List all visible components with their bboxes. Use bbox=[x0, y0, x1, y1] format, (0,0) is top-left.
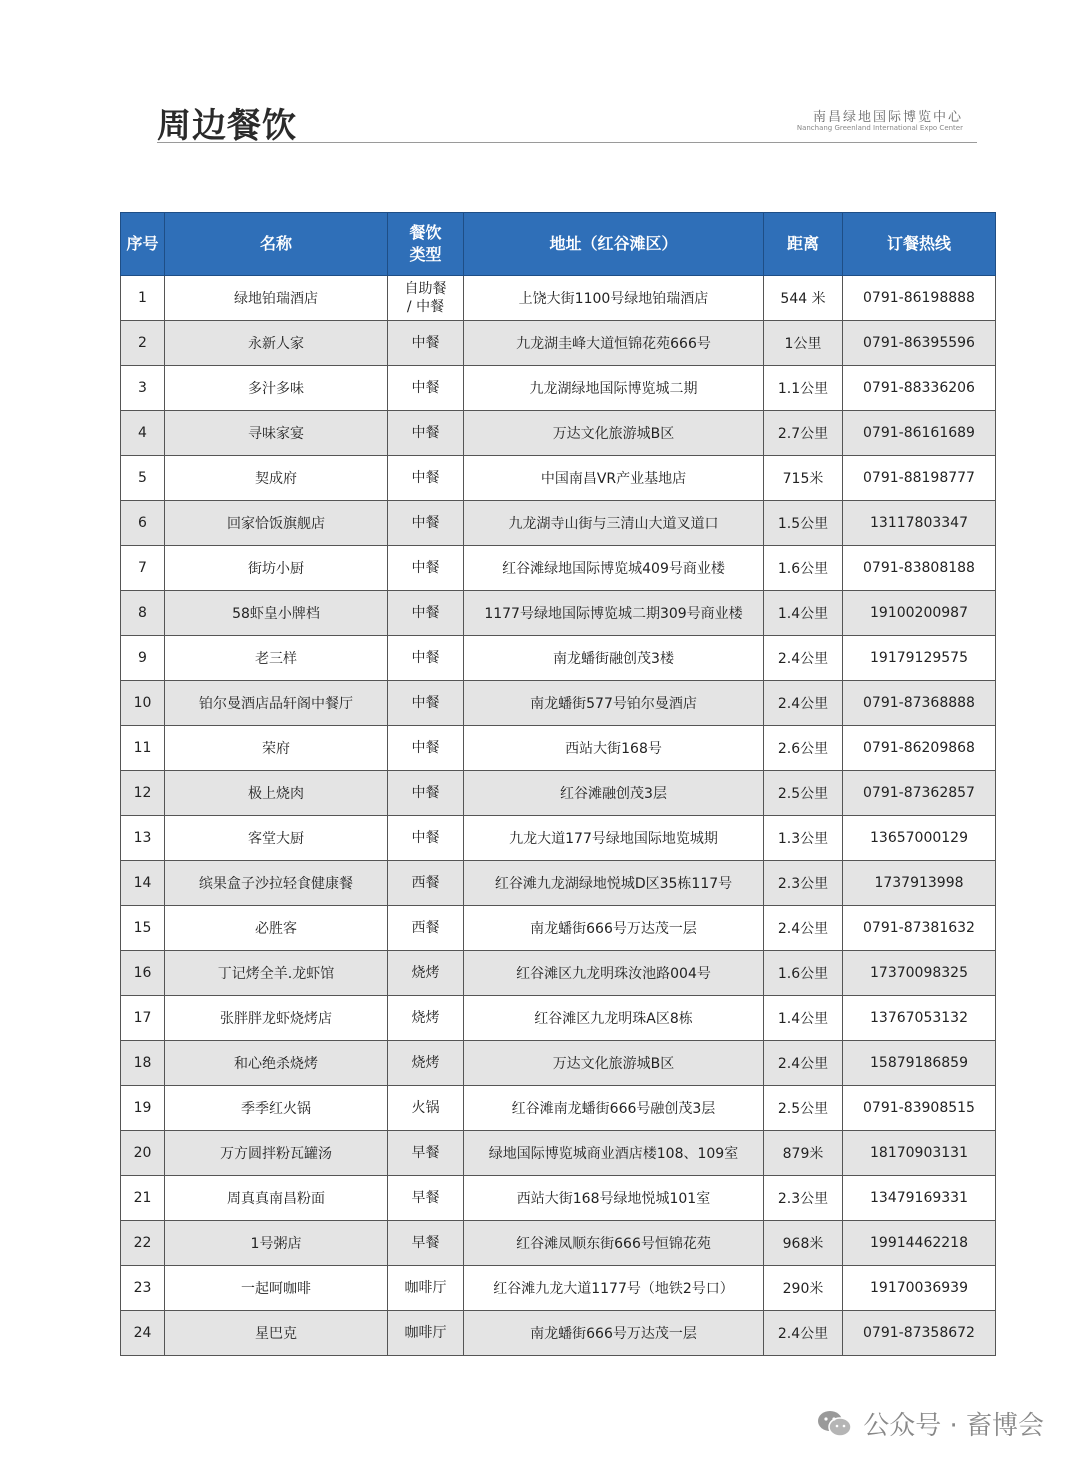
cell-index: 2 bbox=[121, 321, 165, 366]
cell-index: 23 bbox=[121, 1266, 165, 1311]
cell-index: 16 bbox=[121, 951, 165, 996]
page-header bbox=[157, 96, 977, 146]
cell-type: 咖啡厅 bbox=[388, 1311, 464, 1356]
cell-address: 西站大街168号 bbox=[464, 726, 764, 771]
cell-address: 红谷滩九龙湖绿地悦城D区35栋117号 bbox=[464, 861, 764, 906]
table-row bbox=[121, 1221, 996, 1266]
cell-index: 24 bbox=[121, 1311, 165, 1356]
cell-type: 中餐 bbox=[388, 771, 464, 816]
cell-type: 早餐 bbox=[388, 1176, 464, 1221]
cell-type: 中餐 bbox=[388, 501, 464, 546]
cell-distance: 2.3公里 bbox=[764, 1176, 843, 1221]
cell-type: 火锅 bbox=[388, 1086, 464, 1131]
cell-phone: 0791-86198888 bbox=[843, 276, 996, 321]
table-row bbox=[121, 996, 996, 1041]
cell-address: 九龙湖寺山街与三清山大道叉道口 bbox=[464, 501, 764, 546]
cell-type: 中餐 bbox=[388, 366, 464, 411]
watermark bbox=[817, 1405, 1044, 1442]
cell-address: 上饶大街1100号绿地铂瑞酒店 bbox=[464, 276, 764, 321]
cell-address: 红谷滩区九龙明珠汝池路004号 bbox=[464, 951, 764, 996]
cell-address: 南龙蟠街577号铂尔曼酒店 bbox=[464, 681, 764, 726]
col-header-type: 餐饮 类型 bbox=[388, 213, 464, 276]
wechat-icon bbox=[817, 1409, 853, 1439]
table-row bbox=[121, 1266, 996, 1311]
cell-distance: 2.7公里 bbox=[764, 411, 843, 456]
table-row bbox=[121, 1311, 996, 1356]
cell-type: 中餐 bbox=[388, 546, 464, 591]
table-row bbox=[121, 276, 996, 321]
cell-distance: 2.3公里 bbox=[764, 861, 843, 906]
cell-distance: 2.6公里 bbox=[764, 726, 843, 771]
table-row bbox=[121, 1041, 996, 1086]
cell-distance: 1.5公里 bbox=[764, 501, 843, 546]
cell-name: 极上烧肉 bbox=[165, 771, 388, 816]
cell-type: 烧烤 bbox=[388, 951, 464, 996]
table-row bbox=[121, 816, 996, 861]
cell-type: 自助餐 / 中餐 bbox=[388, 276, 464, 321]
cell-address: 红谷滩九龙大道1177号（地铁2号口） bbox=[464, 1266, 764, 1311]
cell-type: 中餐 bbox=[388, 456, 464, 501]
cell-address: 红谷滩南龙蟠街666号融创茂3层 bbox=[464, 1086, 764, 1131]
table-row bbox=[121, 546, 996, 591]
cell-phone: 1737913998 bbox=[843, 861, 996, 906]
cell-phone: 0791-83908515 bbox=[843, 1086, 996, 1131]
cell-name: 街坊小厨 bbox=[165, 546, 388, 591]
cell-phone: 13767053132 bbox=[843, 996, 996, 1041]
col-header-distance: 距离 bbox=[764, 213, 843, 276]
cell-type: 早餐 bbox=[388, 1221, 464, 1266]
table-row bbox=[121, 411, 996, 456]
table-row bbox=[121, 726, 996, 771]
cell-distance: 1.3公里 bbox=[764, 816, 843, 861]
page-title: 周边餐饮 bbox=[157, 106, 297, 146]
col-header-index: 序号 bbox=[121, 213, 165, 276]
cell-address: 中国南昌VR产业基地店 bbox=[464, 456, 764, 501]
cell-phone: 0791-86161689 bbox=[843, 411, 996, 456]
table-row bbox=[121, 456, 996, 501]
table-row bbox=[121, 366, 996, 411]
cell-index: 12 bbox=[121, 771, 165, 816]
cell-phone: 0791-87381632 bbox=[843, 906, 996, 951]
table-row bbox=[121, 636, 996, 681]
cell-address: 万达文化旅游城B区 bbox=[464, 411, 764, 456]
cell-name: 星巴克 bbox=[165, 1311, 388, 1356]
table-row bbox=[121, 1176, 996, 1221]
cell-name: 1号粥店 bbox=[165, 1221, 388, 1266]
cell-distance: 290米 bbox=[764, 1266, 843, 1311]
cell-phone: 0791-88198777 bbox=[843, 456, 996, 501]
cell-index: 4 bbox=[121, 411, 165, 456]
cell-index: 10 bbox=[121, 681, 165, 726]
cell-distance: 2.4公里 bbox=[764, 906, 843, 951]
cell-phone: 0791-86209868 bbox=[843, 726, 996, 771]
cell-name: 寻味家宴 bbox=[165, 411, 388, 456]
cell-address: 红谷滩凤顺东街666号恒锦花苑 bbox=[464, 1221, 764, 1266]
cell-type: 中餐 bbox=[388, 411, 464, 456]
table-header-row bbox=[121, 213, 996, 276]
cell-name: 丁记烤全羊.龙虾馆 bbox=[165, 951, 388, 996]
cell-distance: 715米 bbox=[764, 456, 843, 501]
table-row bbox=[121, 861, 996, 906]
table-row bbox=[121, 681, 996, 726]
cell-name: 永新人家 bbox=[165, 321, 388, 366]
cell-distance: 2.4公里 bbox=[764, 636, 843, 681]
cell-distance: 2.4公里 bbox=[764, 681, 843, 726]
cell-phone: 15879186859 bbox=[843, 1041, 996, 1086]
cell-address: 1177号绿地国际博览城二期309号商业楼 bbox=[464, 591, 764, 636]
cell-distance: 2.5公里 bbox=[764, 771, 843, 816]
cell-index: 5 bbox=[121, 456, 165, 501]
cell-name: 回家恰饭旗舰店 bbox=[165, 501, 388, 546]
table-row bbox=[121, 321, 996, 366]
table-row bbox=[121, 1086, 996, 1131]
cell-distance: 2.4公里 bbox=[764, 1311, 843, 1356]
cell-type: 西餐 bbox=[388, 906, 464, 951]
cell-type: 西餐 bbox=[388, 861, 464, 906]
cell-type: 中餐 bbox=[388, 591, 464, 636]
cell-name: 老三样 bbox=[165, 636, 388, 681]
cell-distance: 879米 bbox=[764, 1131, 843, 1176]
cell-type: 中餐 bbox=[388, 321, 464, 366]
cell-index: 11 bbox=[121, 726, 165, 771]
cell-name: 一起呵咖啡 bbox=[165, 1266, 388, 1311]
table-row bbox=[121, 951, 996, 996]
cell-name: 铂尔曼酒店品轩阁中餐厅 bbox=[165, 681, 388, 726]
cell-address: 红谷滩区九龙明珠A区8栋 bbox=[464, 996, 764, 1041]
cell-name: 58虾皇小牌档 bbox=[165, 591, 388, 636]
cell-phone: 0791-87358672 bbox=[843, 1311, 996, 1356]
cell-distance: 2.4公里 bbox=[764, 1041, 843, 1086]
cell-distance: 1.6公里 bbox=[764, 546, 843, 591]
cell-index: 15 bbox=[121, 906, 165, 951]
cell-index: 1 bbox=[121, 276, 165, 321]
cell-distance: 1.1公里 bbox=[764, 366, 843, 411]
cell-index: 7 bbox=[121, 546, 165, 591]
cell-index: 17 bbox=[121, 996, 165, 1041]
cell-name: 客堂大厨 bbox=[165, 816, 388, 861]
cell-type: 早餐 bbox=[388, 1131, 464, 1176]
cell-name: 多汁多味 bbox=[165, 366, 388, 411]
cell-name: 必胜客 bbox=[165, 906, 388, 951]
cell-type: 中餐 bbox=[388, 726, 464, 771]
cell-name: 缤果盒子沙拉轻食健康餐 bbox=[165, 861, 388, 906]
cell-address: 九龙大道177号绿地国际地览城期 bbox=[464, 816, 764, 861]
cell-distance: 544 米 bbox=[764, 276, 843, 321]
table-row bbox=[121, 501, 996, 546]
cell-index: 8 bbox=[121, 591, 165, 636]
cell-type: 中餐 bbox=[388, 636, 464, 681]
cell-distance: 1.4公里 bbox=[764, 996, 843, 1041]
cell-phone: 0791-88336206 bbox=[843, 366, 996, 411]
cell-phone: 13117803347 bbox=[843, 501, 996, 546]
cell-address: 万达文化旅游城B区 bbox=[464, 1041, 764, 1086]
cell-index: 3 bbox=[121, 366, 165, 411]
org-name-en: Nanchang Greenland International Expo Center bbox=[796, 124, 963, 132]
cell-phone: 0791-87368888 bbox=[843, 681, 996, 726]
cell-type: 烧烤 bbox=[388, 996, 464, 1041]
col-header-name: 名称 bbox=[165, 213, 388, 276]
cell-name: 季季红火锅 bbox=[165, 1086, 388, 1131]
cell-phone: 13657000129 bbox=[843, 816, 996, 861]
cell-phone: 17370098325 bbox=[843, 951, 996, 996]
table-row bbox=[121, 1131, 996, 1176]
cell-phone: 0791-87362857 bbox=[843, 771, 996, 816]
cell-index: 20 bbox=[121, 1131, 165, 1176]
cell-address: 南龙蟠街融创茂3楼 bbox=[464, 636, 764, 681]
cell-index: 21 bbox=[121, 1176, 165, 1221]
cell-phone: 19179129575 bbox=[843, 636, 996, 681]
cell-name: 张胖胖龙虾烧烤店 bbox=[165, 996, 388, 1041]
cell-name: 周真真南昌粉面 bbox=[165, 1176, 388, 1221]
cell-index: 9 bbox=[121, 636, 165, 681]
cell-address: 红谷滩融创茂3层 bbox=[464, 771, 764, 816]
cell-index: 18 bbox=[121, 1041, 165, 1086]
cell-phone: 19100200987 bbox=[843, 591, 996, 636]
cell-index: 6 bbox=[121, 501, 165, 546]
cell-address: 西站大街168号绿地悦城101室 bbox=[464, 1176, 764, 1221]
cell-address: 红谷滩绿地国际博览城409号商业楼 bbox=[464, 546, 764, 591]
cell-name: 荣府 bbox=[165, 726, 388, 771]
cell-name: 绿地铂瑞酒店 bbox=[165, 276, 388, 321]
cell-name: 万方圆拌粉瓦罐汤 bbox=[165, 1131, 388, 1176]
cell-name: 和心绝杀烧烤 bbox=[165, 1041, 388, 1086]
cell-index: 22 bbox=[121, 1221, 165, 1266]
cell-phone: 13479169331 bbox=[843, 1176, 996, 1221]
col-header-phone: 订餐热线 bbox=[843, 213, 996, 276]
cell-index: 13 bbox=[121, 816, 165, 861]
cell-address: 绿地国际博览城商业酒店楼108、109室 bbox=[464, 1131, 764, 1176]
cell-type: 咖啡厅 bbox=[388, 1266, 464, 1311]
cell-distance: 1.4公里 bbox=[764, 591, 843, 636]
watermark-text: 公众号 · 畜博会 bbox=[863, 1411, 1044, 1441]
cell-distance: 1公里 bbox=[764, 321, 843, 366]
col-header-address: 地址（红谷滩区） bbox=[464, 213, 764, 276]
cell-address: 九龙湖绿地国际博览城二期 bbox=[464, 366, 764, 411]
cell-distance: 2.5公里 bbox=[764, 1086, 843, 1131]
cell-type: 烧烤 bbox=[388, 1041, 464, 1086]
table-row bbox=[121, 906, 996, 951]
cell-type: 中餐 bbox=[388, 816, 464, 861]
cell-phone: 18170903131 bbox=[843, 1131, 996, 1176]
cell-index: 14 bbox=[121, 861, 165, 906]
cell-phone: 0791-83808188 bbox=[843, 546, 996, 591]
cell-phone: 19914462218 bbox=[843, 1221, 996, 1266]
restaurant-table bbox=[120, 212, 996, 1356]
cell-address: 九龙湖圭峰大道恒锦花苑666号 bbox=[464, 321, 764, 366]
table-row bbox=[121, 771, 996, 816]
cell-distance: 968米 bbox=[764, 1221, 843, 1266]
cell-address: 南龙蟠街666号万达茂一层 bbox=[464, 1311, 764, 1356]
cell-name: 契成府 bbox=[165, 456, 388, 501]
cell-address: 南龙蟠街666号万达茂一层 bbox=[464, 906, 764, 951]
cell-phone: 0791-86395596 bbox=[843, 321, 996, 366]
table-row bbox=[121, 591, 996, 636]
cell-distance: 1.6公里 bbox=[764, 951, 843, 996]
cell-phone: 19170036939 bbox=[843, 1266, 996, 1311]
cell-index: 19 bbox=[121, 1086, 165, 1131]
cell-type: 中餐 bbox=[388, 681, 464, 726]
org-name-cn: 南昌绿地国际博览中心 bbox=[812, 110, 963, 125]
